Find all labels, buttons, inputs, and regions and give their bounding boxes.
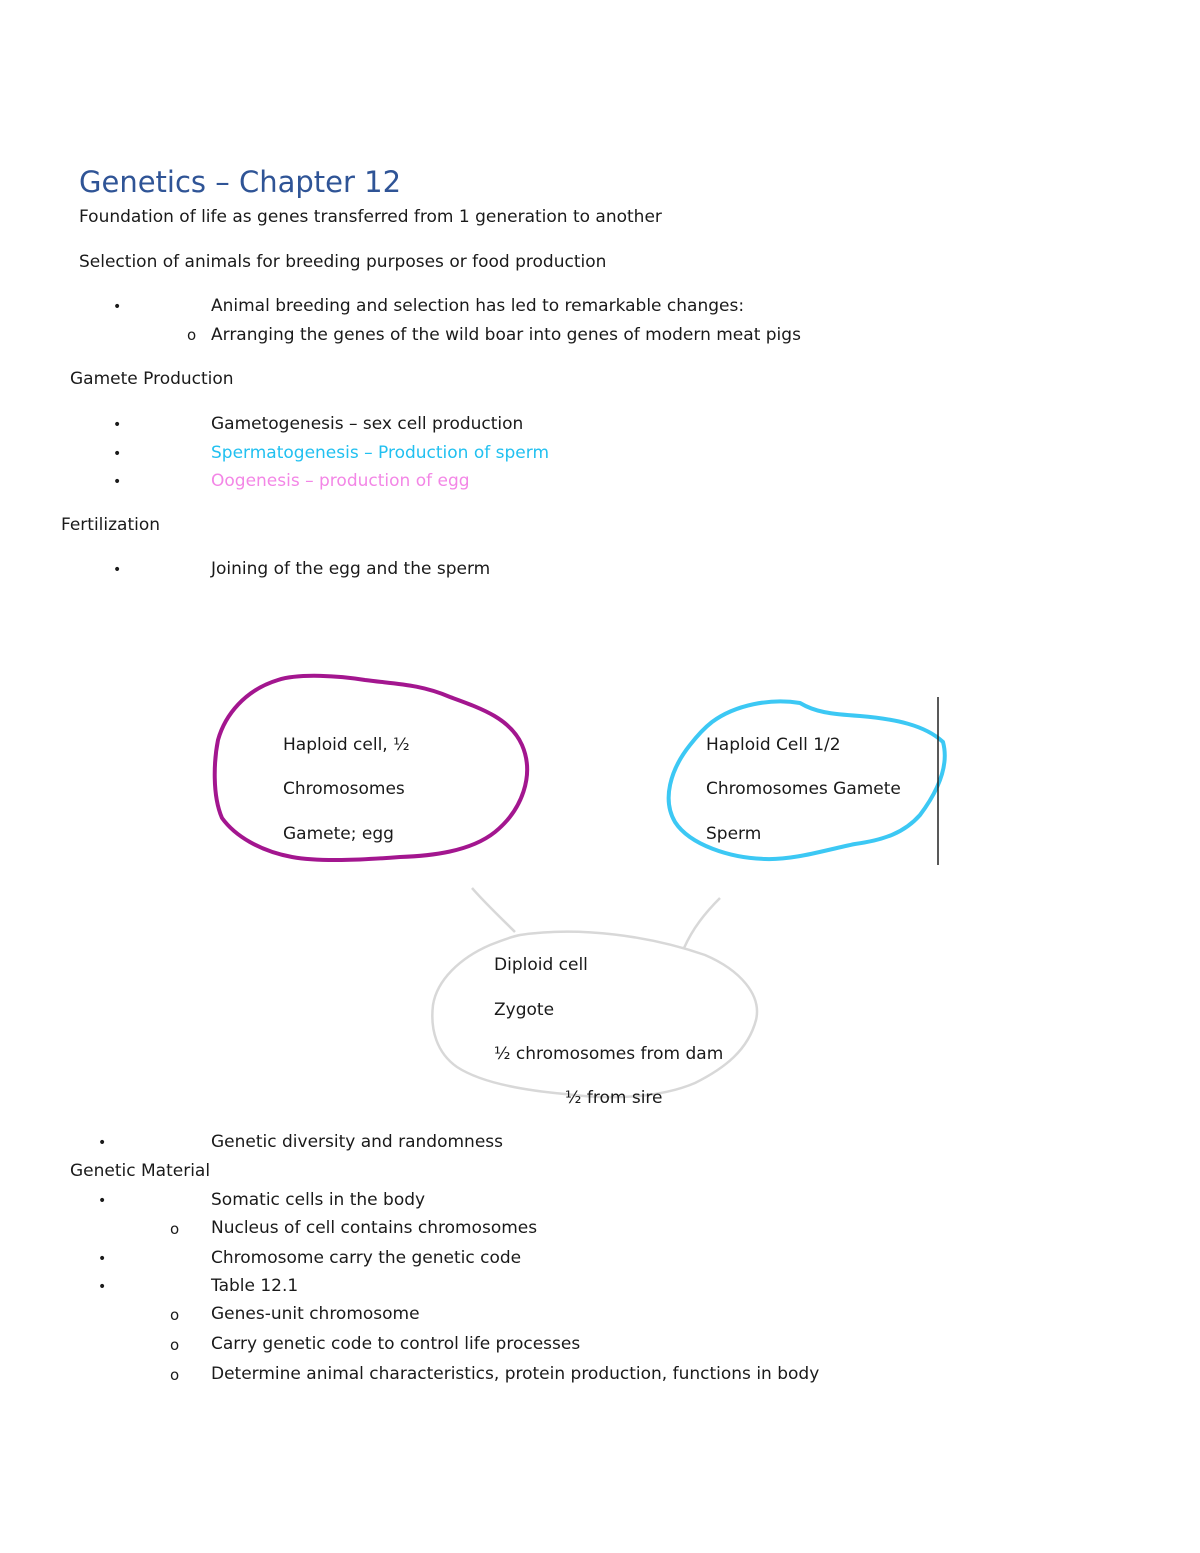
gamete-item-gametogenesis: Gametogenesis – sex cell production bbox=[211, 414, 524, 434]
page-title: Genetics – Chapter 12 bbox=[79, 165, 402, 199]
gamete-item-oogenesis: Oogenesis – production of egg bbox=[211, 471, 470, 491]
genetic-item-chromosome: Chromosome carry the genetic code bbox=[211, 1248, 522, 1268]
zygote-label-2: Zygote bbox=[494, 1000, 555, 1020]
sub-bullet-icon: o bbox=[170, 1220, 180, 1238]
genetic-item-table: Table 12.1 bbox=[211, 1276, 299, 1296]
bullet-icon: • bbox=[98, 1135, 107, 1151]
genetic-item-genetic-code: Carry genetic code to control life processes bbox=[211, 1334, 581, 1354]
genetic-material-heading: Genetic Material bbox=[70, 1161, 211, 1181]
breeding-sub-text: Arranging the genes of the wild boar into genes of modern meat pigs bbox=[211, 325, 801, 345]
zygote-label-4: ½ from sire bbox=[565, 1088, 663, 1108]
gamete-item-spermatogenesis: Spermatogenesis – Production of sperm bbox=[211, 443, 549, 463]
genetic-item-nucleus: Nucleus of cell contains chromosomes bbox=[211, 1218, 538, 1238]
bullet-icon: • bbox=[113, 446, 122, 462]
genetic-item-characteristics: Determine animal characteristics, protein production, functions in body bbox=[211, 1364, 820, 1384]
sub-bullet-icon: o bbox=[170, 1306, 180, 1324]
egg-cell-label-2: Chromosomes bbox=[283, 779, 405, 799]
zygote-label-1: Diploid cell bbox=[494, 955, 588, 975]
intro-line-1: Foundation of life as genes transferred from 1 generation to another bbox=[79, 207, 662, 227]
bullet-icon: • bbox=[113, 417, 122, 433]
bullet-icon: • bbox=[98, 1279, 107, 1295]
intro-line-2: Selection of animals for breeding purposes or food production bbox=[79, 252, 607, 272]
connector-line-left bbox=[472, 888, 515, 932]
sperm-cell-label-2: Chromosomes Gamete bbox=[706, 779, 901, 799]
bullet-icon: • bbox=[113, 299, 122, 315]
sperm-cell-label-3: Sperm bbox=[706, 824, 762, 844]
bullet-icon: • bbox=[113, 562, 122, 578]
sub-bullet-icon: o bbox=[170, 1366, 180, 1384]
bullet-icon: • bbox=[113, 474, 122, 490]
breeding-bullet-text: Animal breeding and selection has led to remarkable changes: bbox=[211, 296, 745, 316]
fertilization-item: Joining of the egg and the sperm bbox=[211, 559, 491, 579]
genetic-item-genes-unit: Genes-unit chromosome bbox=[211, 1304, 420, 1324]
zygote-label-3: ½ chromosomes from dam bbox=[494, 1044, 724, 1064]
egg-cell-label-3: Gamete; egg bbox=[283, 824, 394, 844]
egg-cell-label-1: Haploid cell, ½ bbox=[283, 735, 410, 755]
sub-bullet-icon: o bbox=[187, 326, 197, 344]
connector-line-right bbox=[684, 898, 720, 948]
genetic-item-somatic: Somatic cells in the body bbox=[211, 1190, 426, 1210]
diversity-item: Genetic diversity and randomness bbox=[211, 1132, 504, 1152]
sperm-cell-label-1: Haploid Cell 1/2 bbox=[706, 735, 841, 755]
bullet-icon: • bbox=[98, 1193, 107, 1209]
sub-bullet-icon: o bbox=[170, 1336, 180, 1354]
zygote-outline bbox=[432, 932, 757, 1097]
bullet-icon: • bbox=[98, 1251, 107, 1267]
gamete-heading: Gamete Production bbox=[70, 369, 234, 389]
fertilization-heading: Fertilization bbox=[61, 515, 161, 535]
